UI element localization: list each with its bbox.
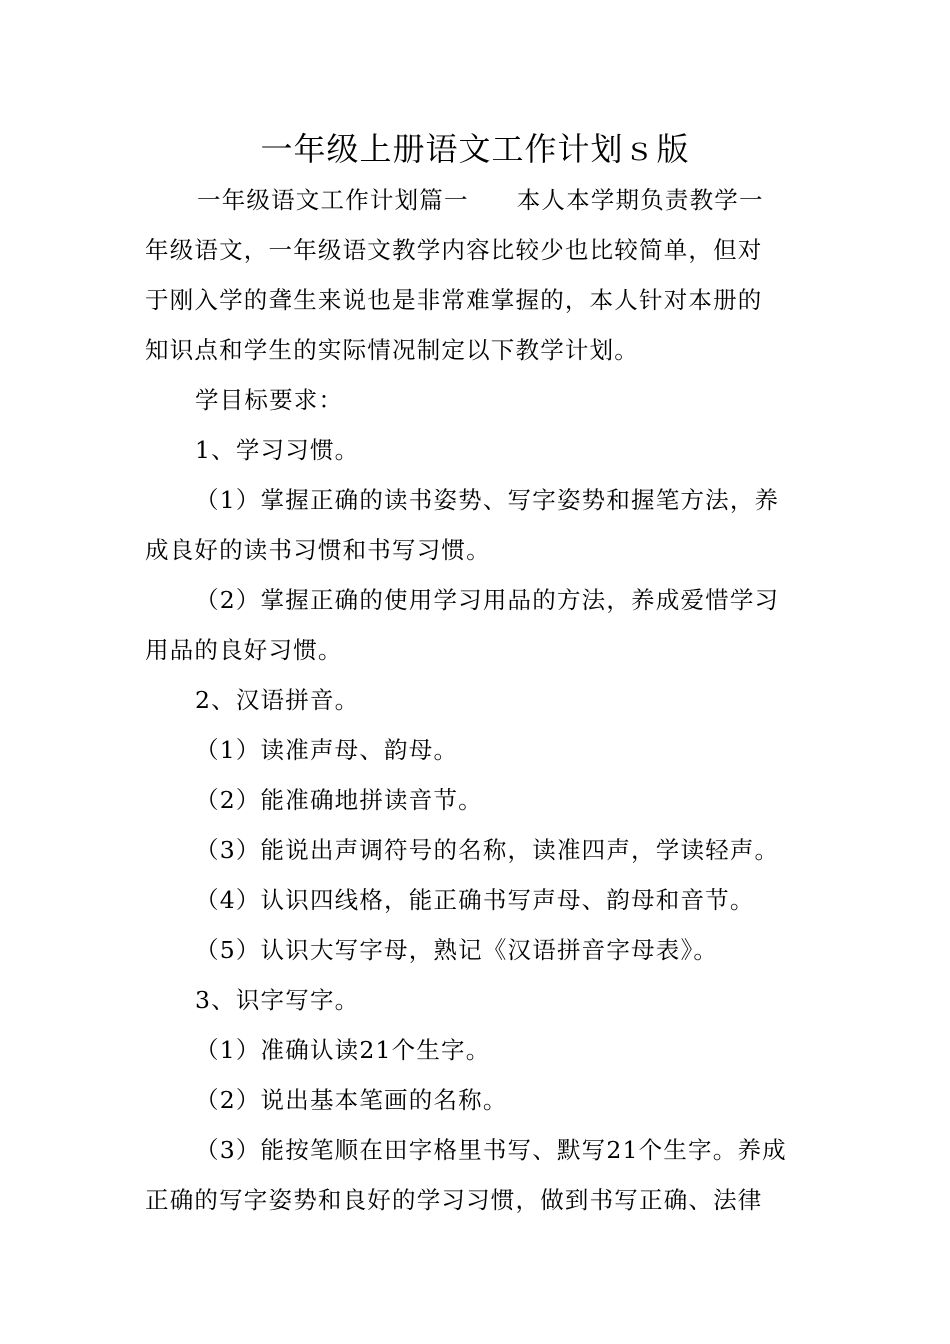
text-line: 正确的写字姿势和良好的学习习惯，做到书写正确、法律 [145,1186,763,1214]
list-item: （2）说出基本笔画的名称。 [195,1086,508,1114]
list-item: （1）读准声母、韵母。 [195,736,459,764]
document-title: 一年级上册语文工作计划ｓ版 [260,130,690,168]
list-item: （2）掌握正确的使用学习用品的方法，养成爱惜学习 [195,586,780,614]
section-heading: 3、识字写字。 [195,986,360,1014]
section-heading: 学目标要求： [195,386,344,414]
text-line: 知识点和学生的实际情况制定以下教学计划。 [145,336,639,364]
text-line: 成良好的读书习惯和书写习惯。 [145,536,491,564]
list-item: （4）认识四线格，能正确书写声母、韵母和音节。 [195,886,755,914]
intro-text: 本人本学期负责教学一 [516,186,764,214]
list-item: （2）能准确地拼读音节。 [195,786,483,814]
list-item: （3）能按笔顺在田字格里书写、默写21个生字。养成 [195,1136,787,1164]
section-heading: 2、汉语拼音。 [195,686,360,714]
section-heading: 1、学习习惯。 [195,436,360,464]
intro-line [197,175,877,225]
list-item: （5）认识大写字母，熟记《汉语拼音字母表》。 [195,936,719,964]
list-item: （1）掌握正确的读书姿势、写字姿势和握笔方法，养 [195,486,780,514]
intro-heading: 一年级语文工作计划篇一 [197,186,469,214]
text-line: 用品的良好习惯。 [145,636,343,664]
list-item: （1）准确认读21个生字。 [195,1036,491,1064]
text-line: 年级语文，一年级语文教学内容比较少也比较简单，但对 [145,236,763,264]
list-item: （3）能说出声调符号的名称，读准四声，学读轻声。 [195,836,780,864]
text-line: 于刚入学的聋生来说也是非常难掌握的，本人针对本册的 [145,286,763,314]
